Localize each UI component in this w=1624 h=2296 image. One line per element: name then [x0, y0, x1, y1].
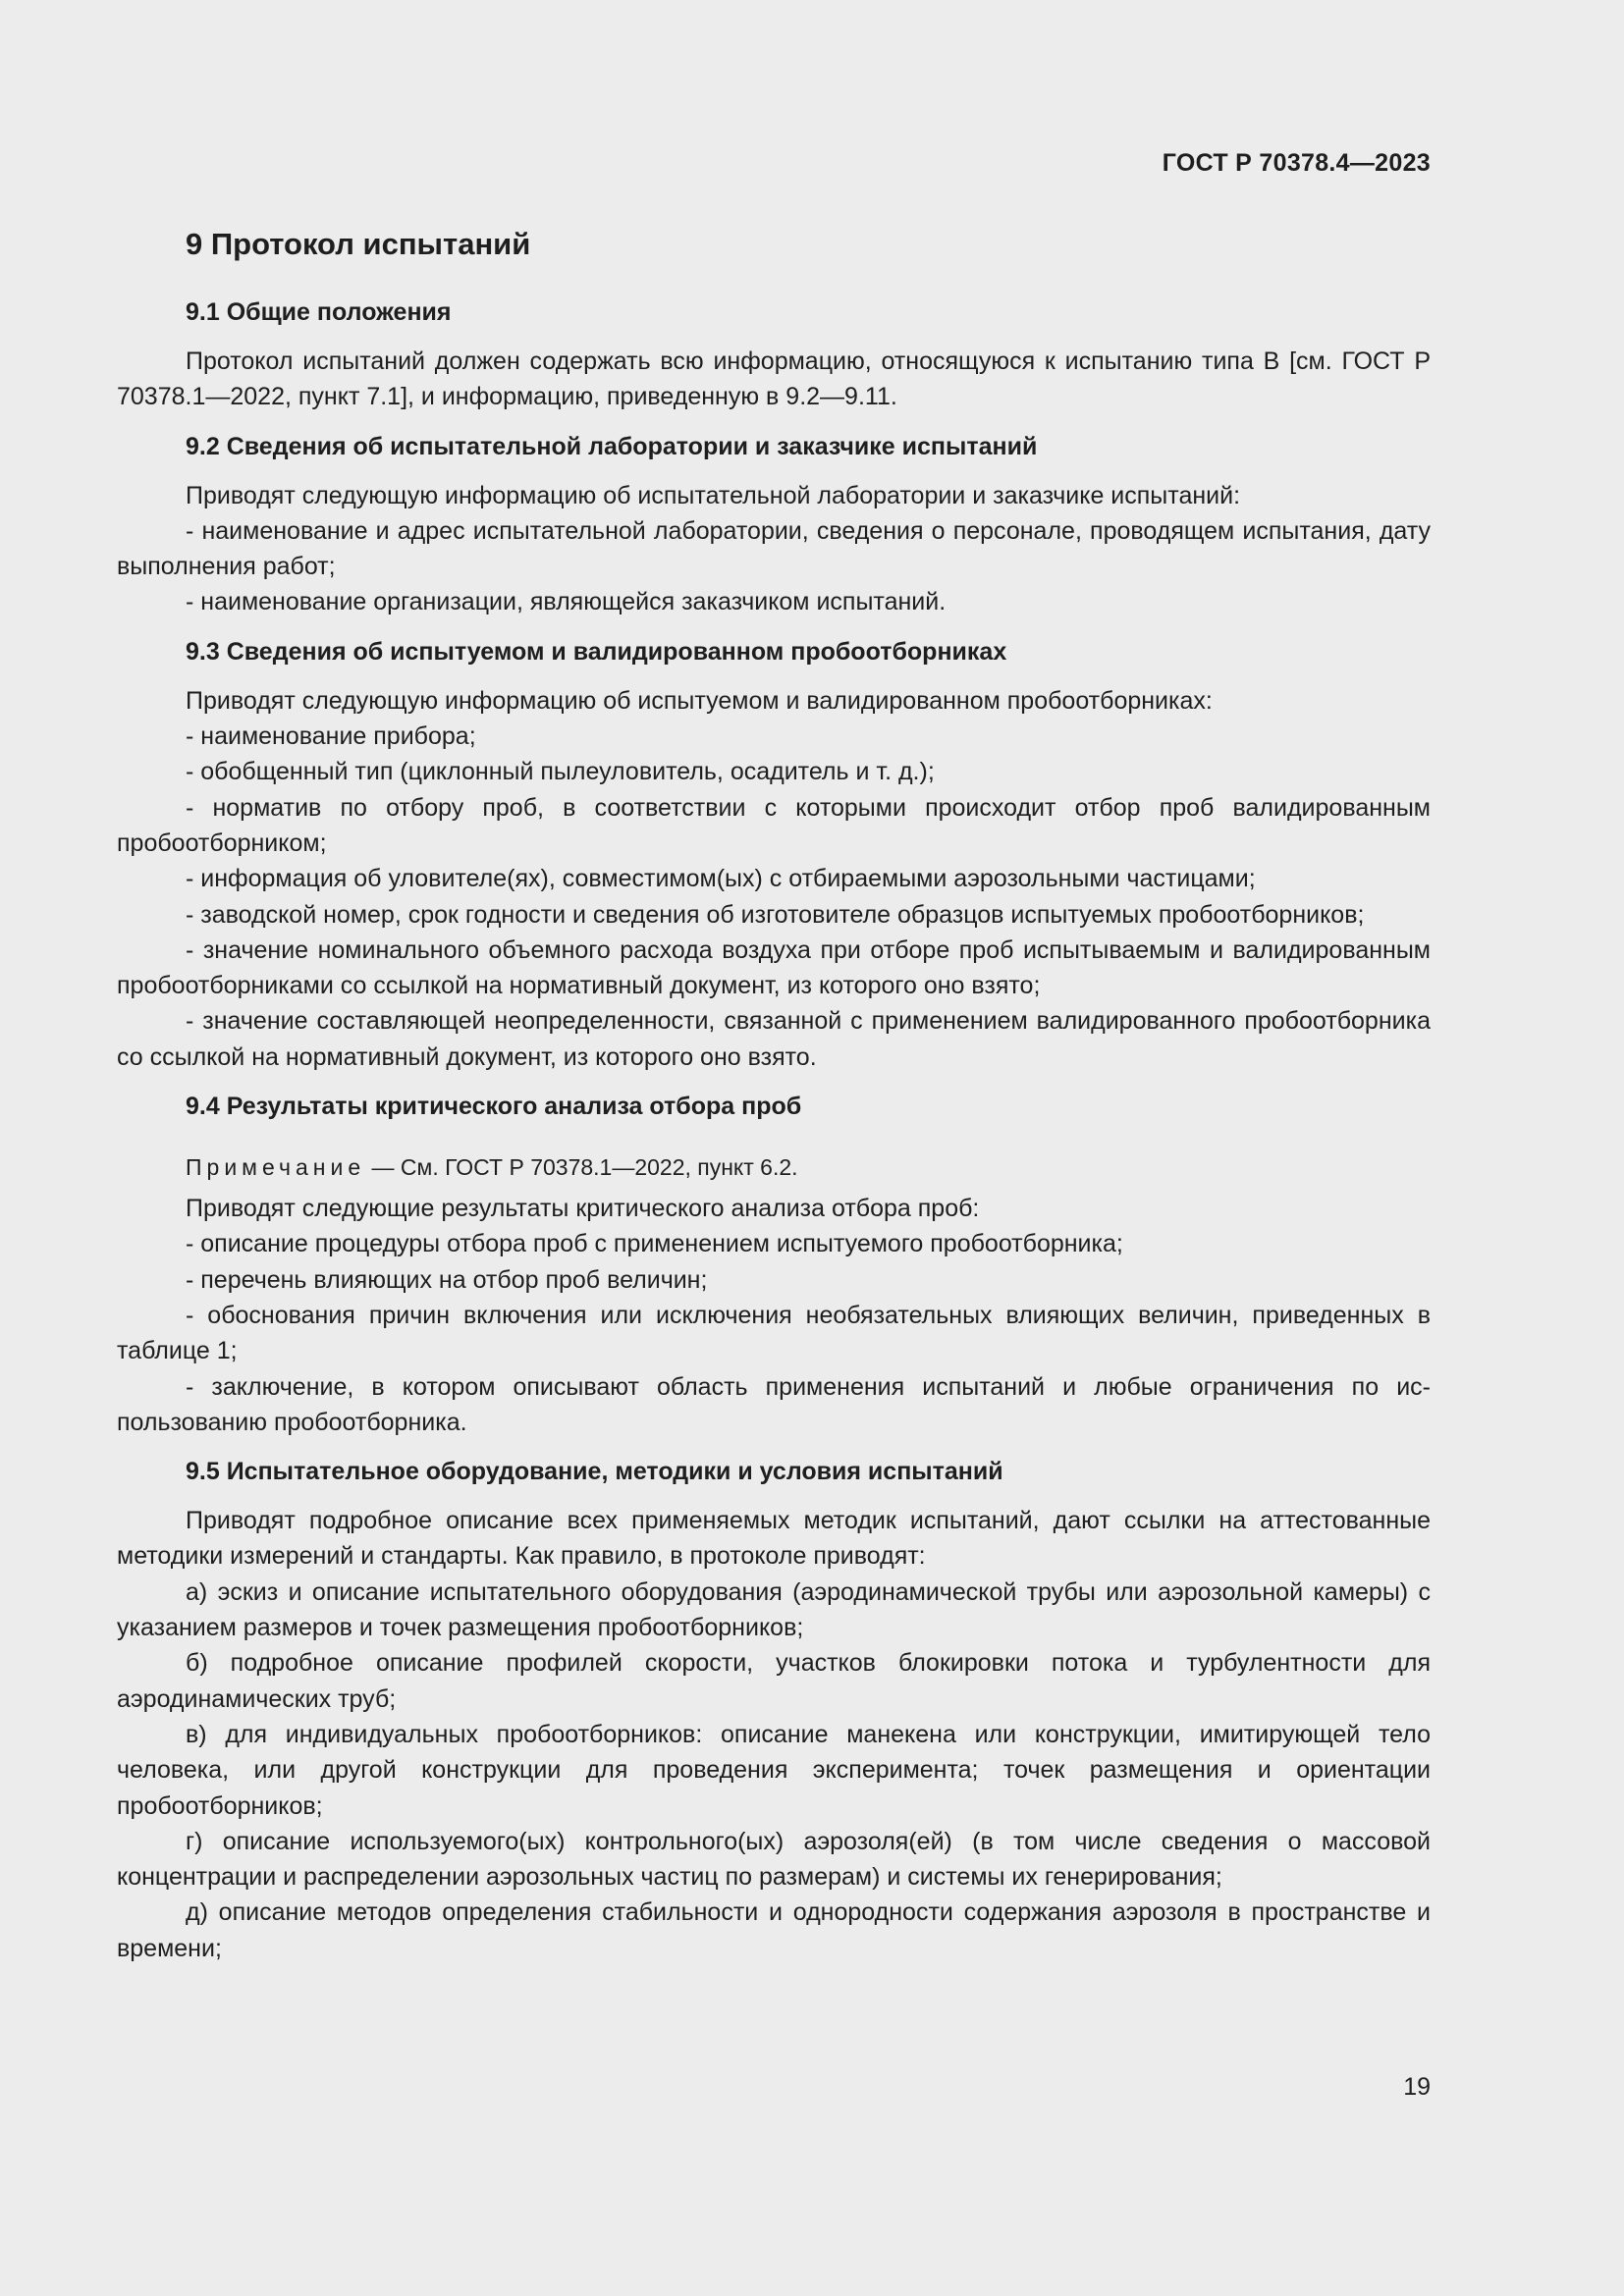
list-item: - заводской номер, срок годности и сведения об изготовителе образцов испытуемых пробоотборников;: [186, 900, 1365, 929]
list-item: - обобщенный тип (циклонный пылеуловитель, осадитель и т. д.);: [186, 758, 935, 786]
subsection-title-9-5: 9.5 Испытательное оборудование, методики и условия испытаний: [186, 1458, 1003, 1486]
note-text: — См. ГОСТ Р 70378.1—2022, пункт 6.2.: [365, 1154, 798, 1181]
list-item: - перечень влияющих на отбор проб величин;: [186, 1265, 708, 1294]
list-item: - наименование прибора;: [186, 722, 476, 751]
list-item: д) описание методов определения стабильности и однородности содержания аэрозоля в пространстве и времени;: [117, 1898, 1431, 1962]
subsection-title-9-3: 9.3 Сведения об испытуемом и валидированном пробоотборниках: [186, 637, 1007, 666]
note: [117, 1149, 1431, 1185]
paragraph: Приводят следующую информацию об испытательной лаборатории и заказчике испытаний:: [186, 481, 1241, 509]
note-label: Примечание: [186, 1154, 366, 1181]
list-item: - значение составляющей неопределенности, связанной с применением валидированного пробоотборника со ссылкой на нормативный документ, из которого оно взято.: [117, 1007, 1431, 1071]
paragraph: Протокол испытаний должен содержать всю информацию, относящуюся к испытанию типа В [см. ГОСТ Р 70378.1—2022, пункт 7.1], и информацию, приведенную в 9.2—9.11.: [117, 347, 1431, 411]
document-code: ГОСТ Р 70378.4—2023: [1162, 149, 1431, 177]
page-content: [117, 222, 1431, 1966]
list-item: - норматив по отбору проб, в соответствии с которыми происходит отбор проб валидированным пробоотборником;: [117, 793, 1431, 857]
list-item: - заключение, в котором описывают область применения испытаний и любые ограничения по использованию пробоотборника.: [117, 1372, 1431, 1436]
paragraph: Приводят следующие результаты критического анализа отбора проб:: [186, 1195, 980, 1223]
list-item: - обоснования причин включения или исключения необязательных влияющих величин, приведенных в таблице 1;: [117, 1301, 1431, 1365]
subsection-title-9-1: 9.1 Общие положения: [186, 298, 452, 326]
subsection-title-9-2: 9.2 Сведения об испытательной лаборатории и заказчике испытаний: [186, 432, 1038, 460]
paragraph: Приводят подробное описание всех применяемых методик испытаний, дают ссылки на аттестованные методики измерений и стандарты. Как правило, в протоколе приводят:: [117, 1507, 1431, 1571]
list-item: г) описание используемого(ых) контрольного(ых) аэрозоля(ей) (в том числе сведения о массовой концентрации и распределении аэрозольных частиц по размерам) и системы их генерирования;: [117, 1827, 1431, 1892]
list-item: в) для индивидуальных пробоотборников: описание манекена или конструкции, имитирующей тело человека, или другой конструкции для проведения эксперимента; точек размещения и ориентации пробоотборников;: [117, 1720, 1431, 1820]
list-item: б) подробное описание профилей скорости, участков блокировки потока и турбулентности для аэродинамических труб;: [117, 1649, 1431, 1713]
paragraph: Приводят следующую информацию об испытуемом и валидированном пробоотборниках:: [186, 686, 1213, 715]
list-item: - значение номинального объемного расхода воздуха при отборе проб испытываемым и валидированным пробоотборниками со ссылкой на нормативный документ, из которого оно взято;: [117, 935, 1431, 1000]
section-title: 9 Протокол испытаний: [186, 227, 531, 261]
page-number: 19: [1403, 2073, 1431, 2101]
subsection-title-9-4: 9.4 Результаты критического анализа отбора проб: [186, 1093, 802, 1121]
list-item: - информация об уловителе(ях), совместимом(ых) с отбираемыми аэрозольными частицами;: [186, 865, 1256, 893]
list-item: а) эскиз и описание испытательного оборудования (аэродинамической трубы или аэрозольной камеры) с указанием размеров и точек размещения пробоотборников;: [117, 1577, 1431, 1642]
list-item: - наименование и адрес испытательной лаборатории, сведения о персонале, проводящем испытания, дату выполнения работ;: [117, 516, 1431, 581]
list-item: - наименование организации, являющейся заказчиком испытаний.: [186, 588, 947, 616]
list-item: - описание процедуры отбора проб с применением испытуемого пробоотборника;: [186, 1230, 1123, 1258]
